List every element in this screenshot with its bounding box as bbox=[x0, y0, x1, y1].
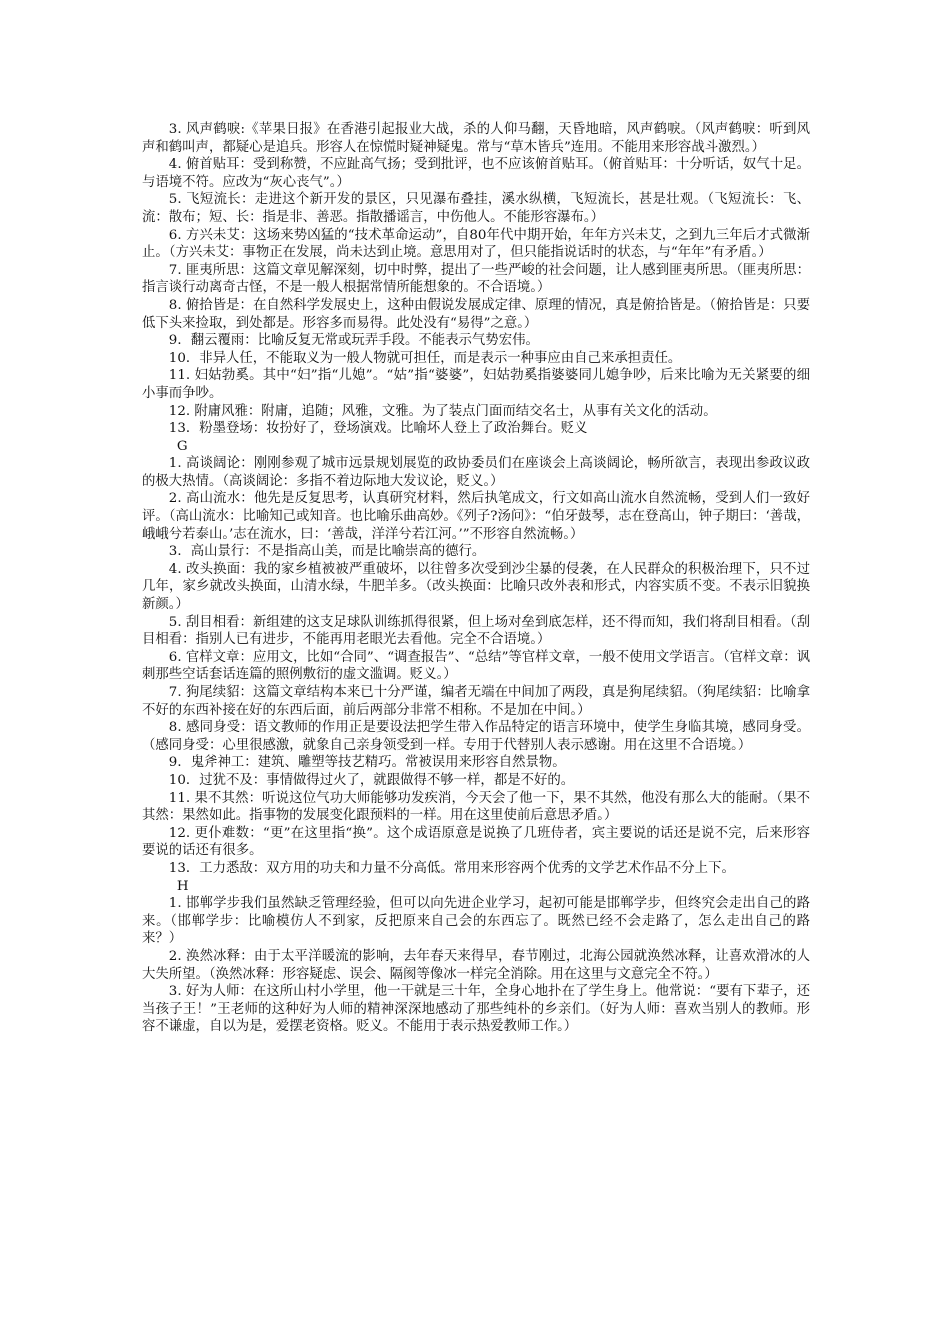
section-g bbox=[142, 438, 810, 878]
paragraph: 4. 改头换面：我的家乡植被被严重破坏，以往曾多次受到沙尘暴的侵袭，在人民群众的积极治理下，只不过几年，家乡就改头换面，山清水绿，牛肥羊多。（改头换面：比喻只改外表和形式，内容实质不变。不表示旧貌换新颜。） bbox=[142, 561, 810, 613]
paragraph: 8. 俯拾皆是：在自然科学发展史上，这种由假说发展成定律、原理的情况，真是俯拾皆是。（俯拾皆是：只要低下头来捡取，到处都是。形容多而易得。此处没有“易得”之意。） bbox=[142, 297, 810, 331]
paragraph: 8. 感同身受：语文教师的作用正是要设法把学生带入作品特定的语言环境中，使学生身临其境，感同身受。（感同身受：心里很感激，就象自己亲身领受到一样。专用于代替别人表示感谢。用在这里不合语境。） bbox=[142, 720, 810, 753]
paragraph: 5. 刮目相看：新组建的这支足球队训练抓得很紧，但上场对垒到底怎样，还不得而知，我们将刮目相看。（刮目相看：指别人已有进步，不能再用老眼光去看他。完全不合语境。） bbox=[142, 614, 810, 648]
paragraph: 11. 果不其然：听说这位气功大师能够功发疾消，今天会了他一下，果不其然，他没有那么大的能耐。（果不其然：果然如此。指事物的发展变化跟预料的一样。用在这里使前后意思矛盾。） bbox=[142, 790, 810, 824]
paragraph: 6. 方兴未艾：这场来势凶猛的“技术革命运动”，自80年代中期开始，年年方兴未艾，之到九三年后才式微渐止。（方兴未艾：事物正在发展，尚未达到止境。意思用对了，但只能指说话时的状态，与“年年”有矛盾。） bbox=[142, 227, 810, 261]
paragraph: 6. 官样文章：应用文，比如“合同”、“调查报告”、“总结”等官样文章，一般不使用文学语言。（官样文章：讽刺那些空话套话连篇的照例敷衍的虚文滥调。贬义。） bbox=[142, 649, 810, 683]
paragraph: 7. 匪夷所思：这篇文章见解深刻，切中时弊，提出了一些严峻的社会问题，让人感到匪夷所思。（匪夷所思：指言谈行动离奇古怪，不是一般人根据常情所能想象的。不合语境。） bbox=[142, 262, 810, 296]
paragraph: 1. 邯郸学步我们虽然缺乏管理经验，但可以向先进企业学习，起初可能是邯郸学步，但终究会走出自己的路来。（邯郸学步：比喻模仿人不到家，反把原来自己会的东西忘了。既然已经不会走路了，怎么走出自己的路来？） bbox=[142, 896, 810, 947]
paragraph: 10．过犹不及：事情做得过火了，就跟做得不够一样，都是不好的。 bbox=[168, 772, 575, 788]
paragraph: 10．非异人任，不能取义为一般人物就可担任，而是表示一种事应由自己来承担责任。 bbox=[168, 350, 682, 366]
paragraph: 9．鬼斧神工：建筑、雕塑等技艺精巧。常被误用来形容自然景物。 bbox=[168, 755, 566, 771]
paragraph: 7. 狗尾续貂：这篇文章结构本来已十分严谨，编者无端在中间加了两段，真是狗尾续貂。（狗尾续貂：比喻拿不好的东西补接在好的东西后面，前后两部分非常不相称。不是加在中间。） bbox=[142, 685, 810, 718]
section-h bbox=[142, 878, 810, 1036]
paragraph: 3. 风声鹤唳:《苹果日报》在香港引起报业大战，杀的人仰马翻，天昏地暗，风声鹤唳。（风声鹤唳：听到风声和鹤叫声，都疑心是追兵。形容人在惊慌时疑神疑鬼。常与“草木皆兵”连用。不能用来形容战斗激烈。） bbox=[142, 122, 810, 155]
paragraph: 4. 俯首贴耳：受到称赞，不应趾高气扬；受到批评，也不应该俯首贴耳。（俯首贴耳：十分听话，奴气十足。与语境不符。应改为“灰心丧气”。） bbox=[142, 157, 810, 190]
paragraph: 2. 涣然冰释：由于太平洋暖流的影响，去年春天来得早，春节刚过，北海公园就涣然冰释，让喜欢滑冰的人大失所望。（涣然冰释：形容疑虑、误会、隔阂等像冰一样完全消除。用在这里与文意完全不符。） bbox=[142, 948, 810, 982]
paragraph: 3．高山景行：不是指高山美，而是比喻崇高的德行。 bbox=[168, 544, 486, 560]
paragraph: 12. 更仆难数：“更”在这里指“换”。这个成语原意是说换了几班侍者，宾主要说的话还是说不完，后来形容要说的话还有很多。 bbox=[142, 825, 810, 859]
paragraph: 13．粉墨登场：妆扮好了，登场演戏。比喻坏人登上了政治舞台。贬义 bbox=[168, 421, 588, 437]
paragraph: 12. 附庸风雅：附庸，追随；风雅，文雅。为了装点门面而结交名士，从事有关文化的活动。 bbox=[168, 403, 717, 419]
paragraph: 11. 妇姑勃奚。其中“妇”指“儿媳”。“姑”指“婆婆”，妇姑勃奚指婆婆同儿媳争吵，后来比喻为无关紧要的细小事而争吵。 bbox=[142, 368, 810, 401]
paragraph: 1. 高谈阔论：刚刚参观了城市远景规划展览的政协委员们在座谈会上高谈阔论，畅所欲言，表现出参政议政的极大热情。（高谈阔论：多指不着边际地大发议论，贬义。） bbox=[142, 456, 810, 489]
section-letter-heading: G bbox=[176, 438, 188, 454]
section-letter-heading: H bbox=[176, 878, 189, 894]
paragraph: 5. 飞短流长：走进这个新开发的景区，只见瀑布叠挂，溪水纵横，飞短流长，甚是壮观。（飞短流长：飞、流：散布；短、长：指是非、善恶。指散播谣言，中伤他人。不能形容瀑布。） bbox=[142, 192, 810, 225]
paragraph: 2. 高山流水：他先是反复思考，认真研究材料，然后执笔成文，行文如高山流水自然流畅，受到人们一致好评。（高山流水：比喻知己或知音。也比喻乐曲高妙。《列子?汤问》：“伯牙鼓琴，志在登高山，钟子期曰：‘善哉，峨峨兮若泰山。’志在流水，曰：‘善哉，洋洋兮若江河。’”不形容自然流畅。） bbox=[142, 491, 810, 542]
paragraph: 9．翻云覆雨：比喻反复无常或玩弄手段。不能表示气势宏伟。 bbox=[168, 333, 539, 349]
document-body bbox=[142, 121, 810, 1036]
paragraph: 3. 好为人师：在这所山村小学里，他一干就是三十年，全身心地扑在了学生身上。他常说：“要有下辈子，还当孩子王！”王老师的这种好为人师的精神深深地感动了那些纯朴的乡亲们。（好为人师：喜欢当别人的教师。形容不谦虚，自以为是，爱摆老资格。贬义。不能用于表示热爱教师工作。） bbox=[142, 984, 810, 1035]
section-f bbox=[142, 121, 810, 438]
paragraph: 13．工力悉敌：双方用的功夫和力量不分高低。常用来形容两个优秀的文学艺术作品不分上下。 bbox=[168, 860, 735, 876]
